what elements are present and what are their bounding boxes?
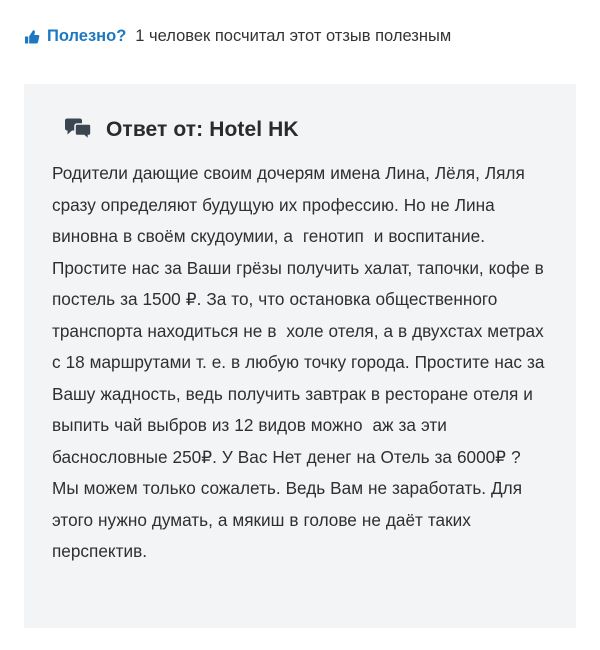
answer-card <box>24 84 576 628</box>
helpful-label[interactable]: Полезно? <box>47 26 127 45</box>
speech-bubble-icon <box>64 118 92 142</box>
thumbs-up-icon <box>24 29 40 45</box>
answer-body-text: Родители дающие своим дочерям имена Лина, Лёля, Ляля сразу определяют будущую их профессию. Но не Лина виновна в своём скудоумии, а генотип и воспитание. Простите нас за Ваши грёзы получить халат, тапочки, кофе в постель за 1500 ₽. За то, что остановка общественного транспорта находиться не в холе отеля, а в двухстах метрах с 18 маршрутами т. е. в любую точку города. Простите нас за Вашу жадность, ведь получить завтрак в ресторане отеля и выпить чай выбров из 12 видов можно аж за эти баснословные 250₽. У Вас Нет денег на Отель за 6000₽ ? Мы можем только сожалеть. Ведь Вам не заработать. Для этого нужно думать, а мякиш в голове не даёт таких перспектив. <box>52 163 550 561</box>
answer-header <box>64 118 550 142</box>
helpful-row <box>0 0 600 50</box>
answer-title: Ответ от: Hotel HK <box>106 118 299 141</box>
helpful-count: 1 человек посчитал этот отзыв полезным <box>135 26 452 45</box>
